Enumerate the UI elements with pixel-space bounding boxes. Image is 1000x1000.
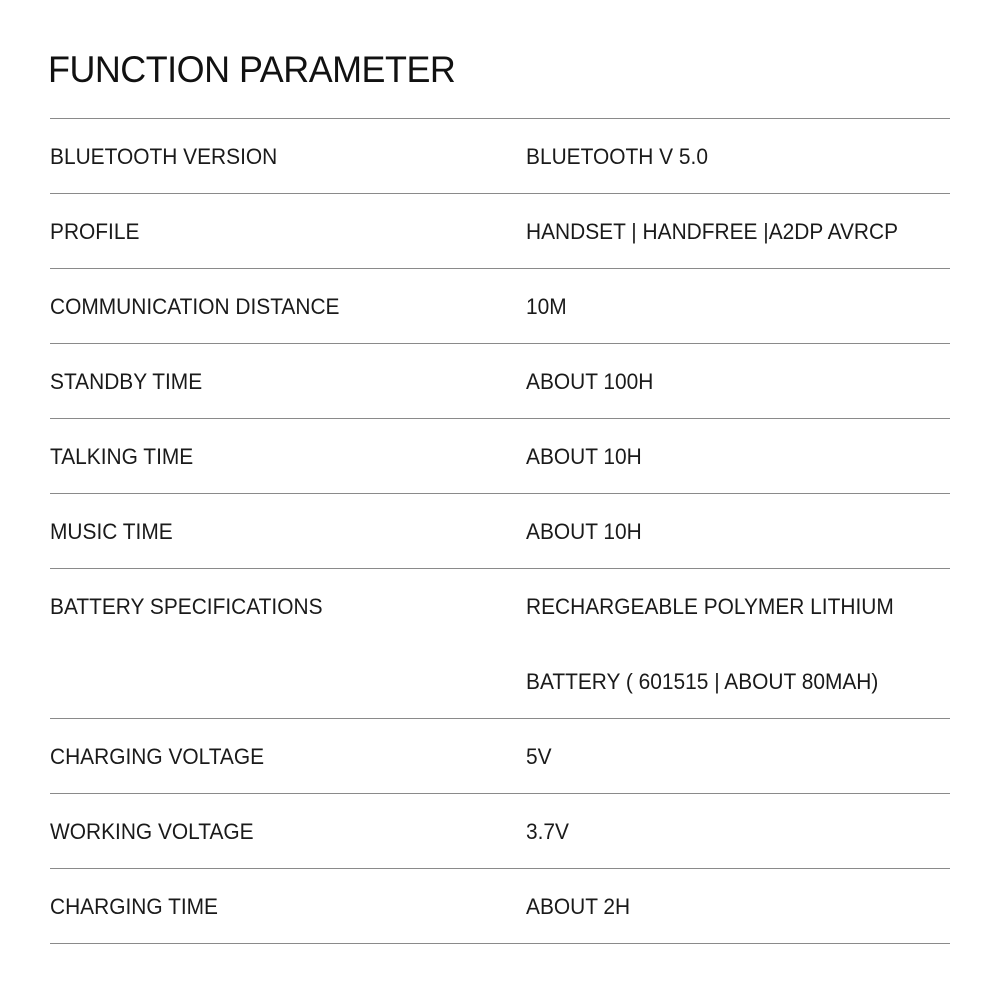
table-row-profile xyxy=(50,194,950,269)
row-value: ABOUT 100H xyxy=(526,369,654,394)
row-value-line-1: RECHARGEABLE POLYMER LITHIUM xyxy=(526,594,894,619)
row-value: ABOUT 2H xyxy=(526,894,631,919)
row-value: ABOUT 10H xyxy=(526,444,642,469)
table-row-music-time xyxy=(50,494,950,569)
table-row-communication-distance xyxy=(50,269,950,344)
row-label: MUSIC TIME xyxy=(50,519,173,544)
row-value: 3.7V xyxy=(526,819,570,844)
table-row-charging-voltage xyxy=(50,719,950,794)
row-label: BATTERY SPECIFICATIONS xyxy=(50,594,323,619)
table-row-battery-specifications xyxy=(50,569,950,719)
row-label: WORKING VOLTAGE xyxy=(50,819,254,844)
row-value: 10M xyxy=(526,294,567,319)
row-label: BLUETOOTH VERSION xyxy=(50,144,278,169)
table-row-working-voltage xyxy=(50,794,950,869)
row-value: 5V xyxy=(526,744,552,769)
table-row-talking-time xyxy=(50,419,950,494)
row-label: CHARGING TIME xyxy=(50,894,218,919)
table-row-charging-time xyxy=(50,869,950,944)
row-label: PROFILE xyxy=(50,219,140,244)
row-value: BLUETOOTH V 5.0 xyxy=(526,144,708,169)
row-value: ABOUT 10H xyxy=(526,519,642,544)
row-label: STANDBY TIME xyxy=(50,369,203,394)
table-row-standby-time xyxy=(50,344,950,419)
row-value-line-2: BATTERY ( 601515 | ABOUT 80MAH) xyxy=(526,669,879,694)
row-value: HANDSET | HANDFREE |A2DP AVRCP xyxy=(526,219,899,244)
row-label: COMMUNICATION DISTANCE xyxy=(50,294,340,319)
row-label: CHARGING VOLTAGE xyxy=(50,744,265,769)
page-title: FUNCTION PARAMETER xyxy=(48,49,456,90)
table-row-bluetooth-version xyxy=(50,119,950,194)
row-label: TALKING TIME xyxy=(50,444,194,469)
parameter-table xyxy=(50,118,950,944)
